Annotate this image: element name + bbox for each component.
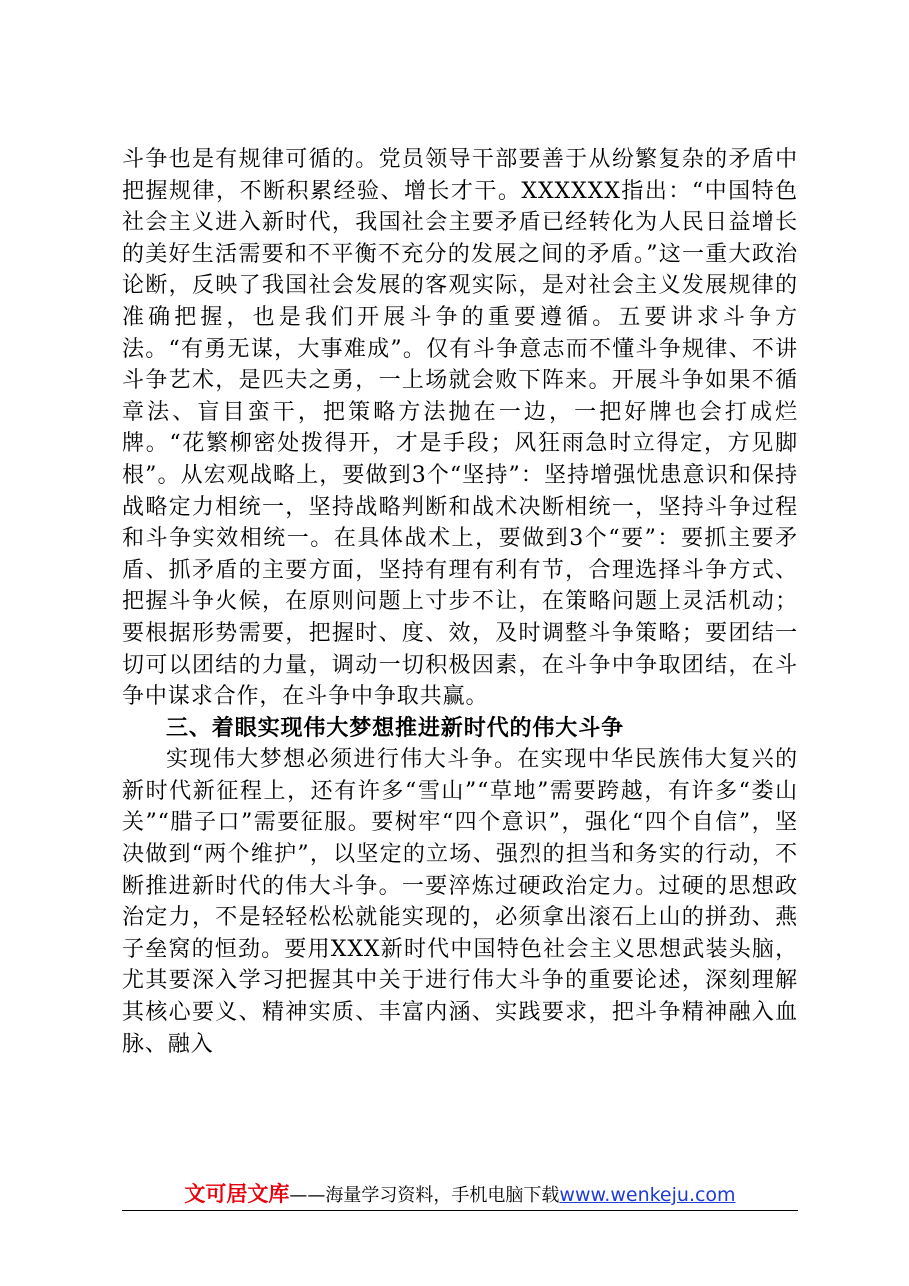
body-paragraph-section: 实现伟大梦想必须进行伟大斗争。在实现中华民族伟大复兴的新时代新征程上，还有许多“雪山”“草地”需要跨越，有许多“娄山关”“腊子口”需要征服。要树牢“四个意识”，强化“四个自信”，坚决做到“两个维护”，以坚定的立场、强烈的担当和务实的行动，不断推进新时代的伟大斗争。一要淬炼过硬政治定力。过硬的思想政治定力，不是轻轻松松就能实现的，必须拿出滚石上山的拼劲、燕子垒窝的恒劲。要用XXX新时代中国特色社会主义思想武装头脑，尤其要深入学习把握其中关于进行伟大斗争的重要论述，深刻理解其核心要义、精神实质、丰富内涵、实践要求，把斗争精神融入血脉、融入 (122, 747, 798, 1057)
footer-slogan: ——海量学习资料，手机电脑下载 (289, 1185, 560, 1206)
document-body (122, 144, 798, 1060)
page-footer (122, 1180, 798, 1210)
body-paragraph-continued: 斗争也是有规律可循的。党员领导干部要善于从纷繁复杂的矛盾中把握规律，不断积累经验、增长才干。XXXXXX指出：“中国特色社会主义进入新时代，我国社会主要矛盾已经转化为人民日益增长的美好生活需要和不平衡不充分的发展之间的矛盾。”这一重大政治论断，反映了我国社会发展的客观实际，是对社会主义发展规律的准确把握，也是我们开展斗争的重要遵循。五要讲求斗争方法。“有勇无谋，大事难成”。仅有斗争意志而不懂斗争规律、不讲斗争艺术，是匹夫之勇，一上场就会败下阵来。开展斗争如果不循章法、盲目蛮干，把策略方法抛在一边，一把好牌也会打成烂牌。“花繁柳密处拨得开，才是手段；风狂雨急时立得定，方见脚根”。从宏观战略上，要做到3个“坚持”：坚持增强忧患意识和保持战略定力相统一，坚持战略判断和战术决断相统一，坚持斗争过程和斗争实效相统一。在具体战术上，要做到3个“要”：要抓主要矛盾、抓矛盾的主要方面，坚持有理有利有节，合理选择斗争方式、把握斗争火候，在原则问题上寸步不让，在策略问题上灵活机动；要根据形势需要，把握时、度、效，及时调整斗争策略；要团结一切可以团结的力量，调动一切积极因素，在斗争中争取团结，在斗争中谋求合作，在斗争中争取共赢。 (122, 147, 798, 710)
section-heading: 三、着眼实现伟大梦想推进新时代的伟大斗争 (166, 715, 625, 741)
footer-brand: 文可居文库 (184, 1182, 290, 1206)
footer-url-link[interactable]: www.wenkeju.com (559, 1184, 736, 1206)
footer-divider (122, 1210, 798, 1211)
